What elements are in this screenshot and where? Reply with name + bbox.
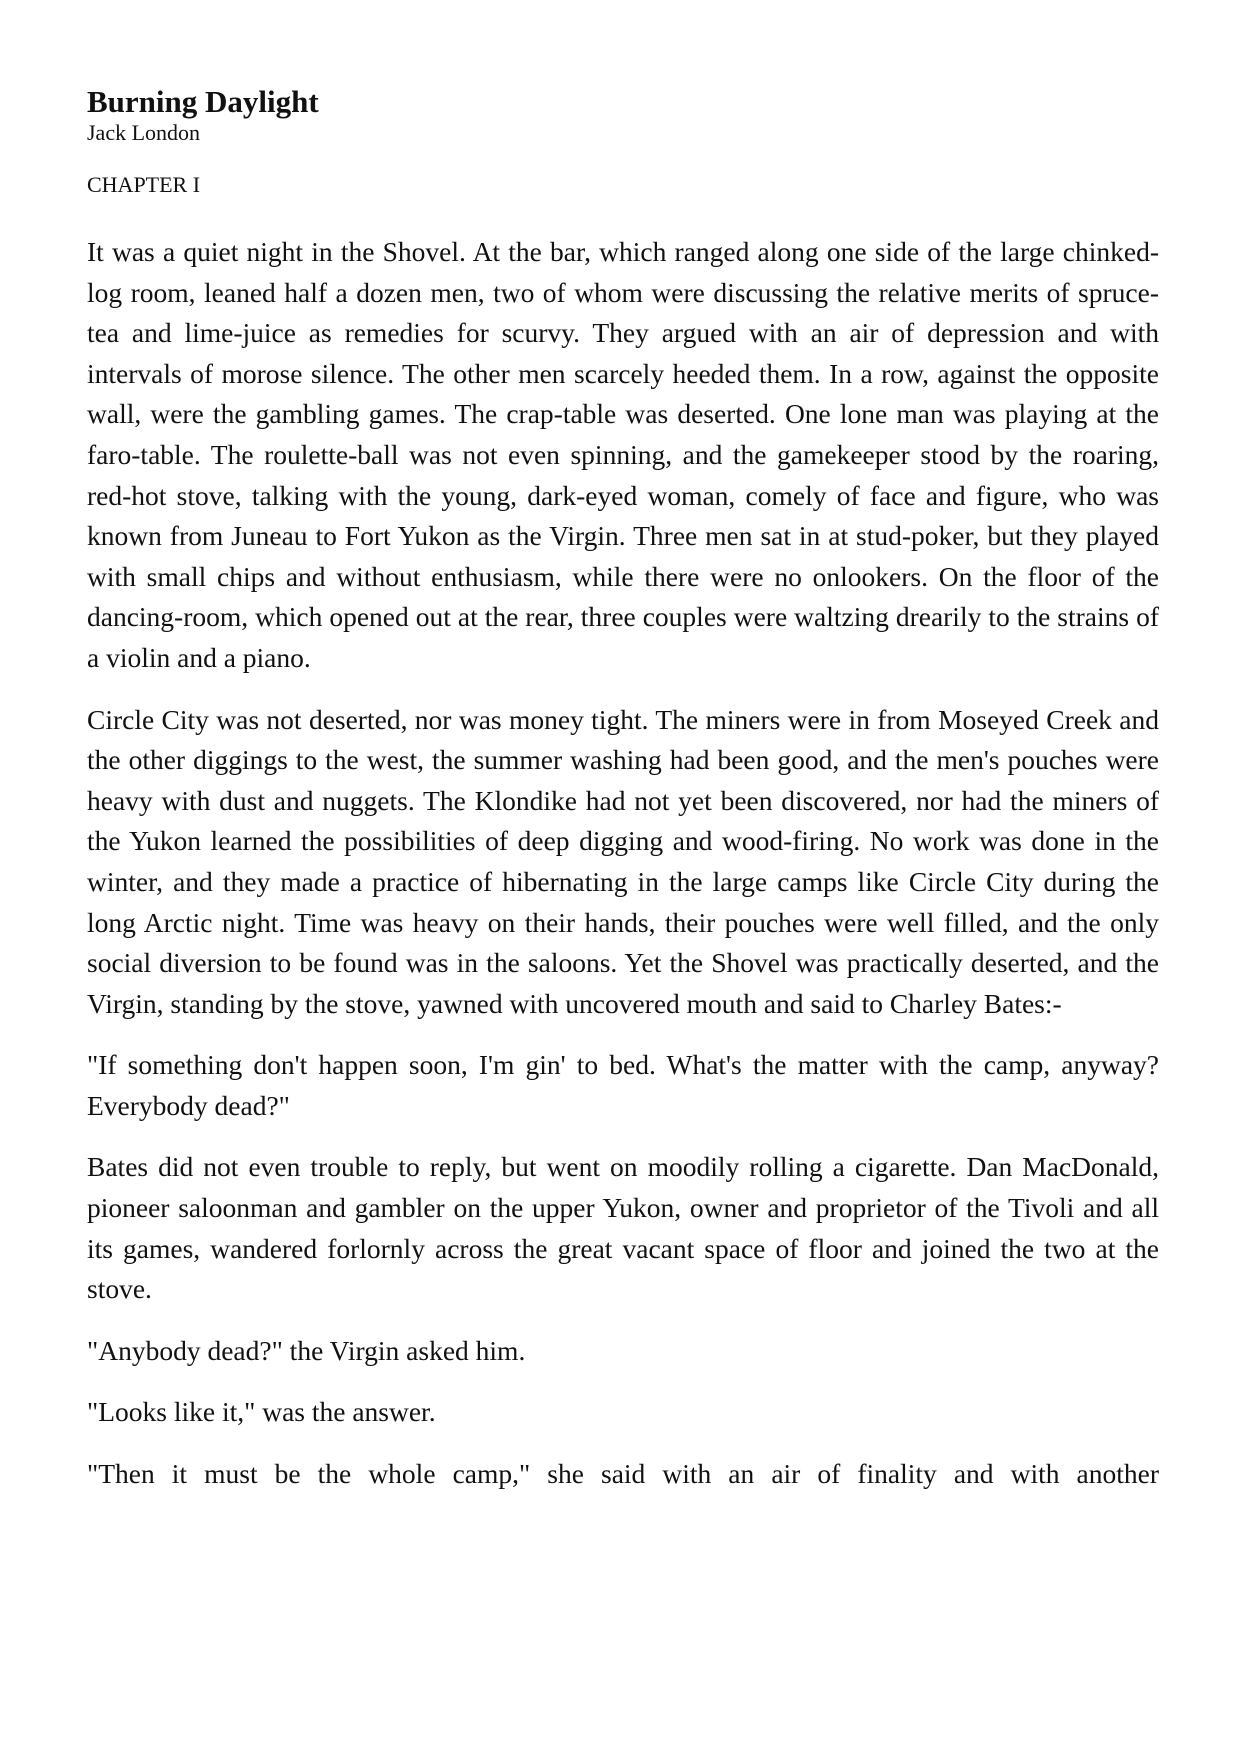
book-author: Jack London xyxy=(87,120,201,145)
paragraph: Circle City was not deserted, nor was money tight. The miners were in from Moseyed Creek and the other diggings to the west, the summer washing had been good, and the men's pouches were heavy with dust and nuggets. The Klondike had not yet been discovered, nor had the miners of the Yukon learned the possibilities of deep digging and wood-firing. No work was done in the winter, and they made a practice of hibernating in the large camps like Circle City during the long Arctic night. Time was heavy on their hands, their pouches were well filled, and the only social diversion to be found was in the saloons. Yet the Shovel was practically deserted, and the Virgin, standing by the stove, yawned with uncovered mouth and said to Charley Bates:- xyxy=(87,703,1159,1019)
document-page xyxy=(87,84,1159,1516)
paragraph: "Anybody dead?" the Virgin asked him. xyxy=(87,1334,526,1366)
chapter-heading: CHAPTER I xyxy=(87,172,201,197)
book-title: Burning Daylight xyxy=(87,84,319,119)
paragraph: It was a quiet night in the Shovel. At the bar, which ranged along one side of the large chinked-log room, leaned half a dozen men, two of whom were discussing the relative merits of spruce-tea and lime-juice as remedies for scurvy. They argued with an air of depression and with intervals of morose silence. The other men scarcely heeded them. In a row, against the opposite wall, were the gambling games. The crap-table was deserted. One lone man was playing at the faro-table. The roulette-ball was not even spinning, and the gamekeeper stood by the roaring, red-hot stove, talking with the young, dark-eyed woman, comely of face and figure, who was known from Juneau to Fort Yukon as the Virgin. Three men sat in at stud-poker, but they played with small chips and without enthusiasm, while there were no onlookers. On the floor of the dancing-room, which opened out at the rear, three couples were waltzing drearily to the strains of a violin and a piano. xyxy=(87,236,1159,673)
paragraph: Bates did not even trouble to reply, but went on moodily rolling a cigarette. Dan MacDonald, pioneer saloonman and gambler on the upper Yukon, owner and proprietor of the Tivoli and all its games, wandered forlornly across the great vacant space of floor and joined the two at the stove. xyxy=(87,1151,1159,1305)
paragraph: "If something don't happen soon, I'm gin' to bed. What's the matter with the camp, anyway? Everybody dead?" xyxy=(87,1049,1159,1121)
paragraph: "Then it must be the whole camp," she said with an air of finality and with another xyxy=(87,1458,1159,1490)
paragraph: "Looks like it," was the answer. xyxy=(87,1396,436,1428)
